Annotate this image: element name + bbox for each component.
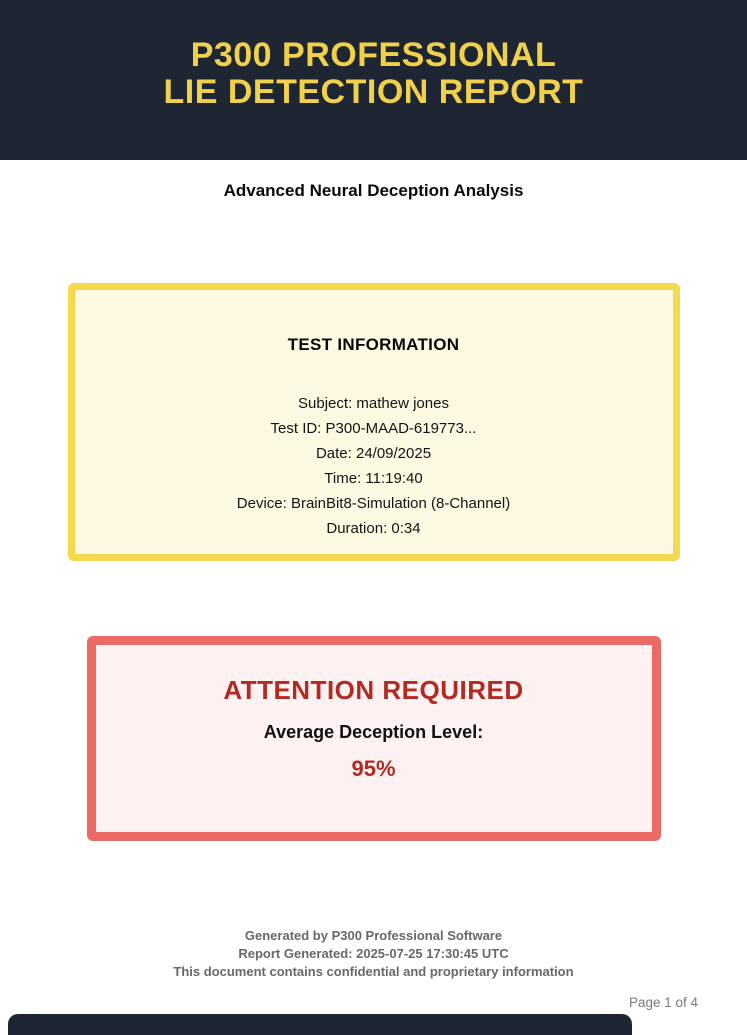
report-title (164, 37, 584, 111)
attention-heading: ATTENTION REQUIRED (223, 675, 524, 705)
test-information-lines (75, 391, 673, 541)
report-title-line2: LIE DETECTION REPORT (163, 73, 584, 111)
report-footer (0, 927, 747, 981)
report-header (0, 0, 747, 160)
report-subtitle: Advanced Neural Deception Analysis (223, 181, 524, 200)
footer-generated-by: Generated by P300 Professional Software (244, 928, 503, 943)
footer-generated-time: Report Generated: 2025-07-25 17:30:45 UTC (238, 946, 509, 961)
info-line-duration: Duration: 0:34 (326, 520, 421, 537)
test-information-heading: TEST INFORMATION (287, 335, 460, 354)
info-line-subject: Subject: mathew jones (298, 395, 449, 412)
info-line-test-id: Test ID: P300-MAAD-619773... (270, 420, 477, 437)
deception-level-label: Average Deception Level: (263, 722, 484, 742)
report-title-line1: P300 PROFESSIONAL (190, 36, 557, 74)
info-line-device: Device: BrainBit8-Simulation (8-Channel) (236, 495, 511, 512)
next-page-header-bar (8, 1014, 632, 1035)
test-information-box (68, 283, 680, 561)
info-line-date: Date: 24/09/2025 (315, 445, 432, 462)
info-line-time: Time: 11:19:40 (324, 470, 423, 487)
footer-confidential: This document contains confidential and proprietary information (173, 964, 574, 979)
attention-box (87, 636, 661, 841)
page-number: Page 1 of 4 (628, 995, 698, 1010)
deception-level-value: 95% (351, 756, 396, 781)
